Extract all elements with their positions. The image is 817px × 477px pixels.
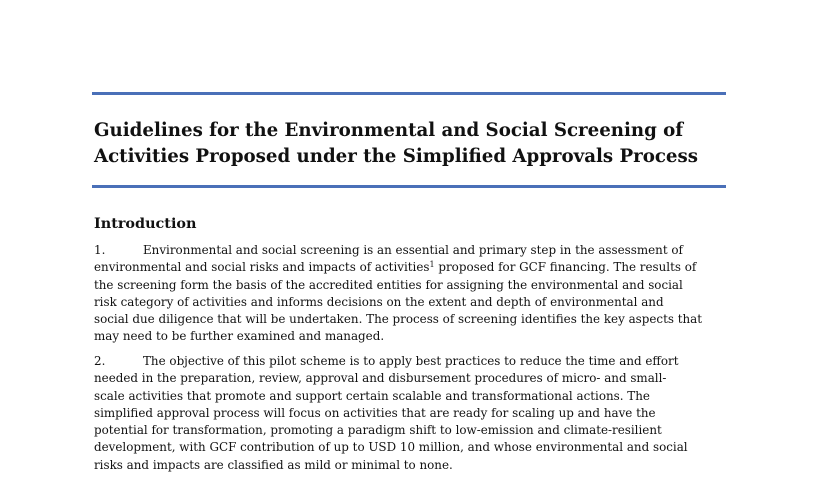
- paragraph-text: Environmental and social screening is an essential and primary step in the assessment of: [143, 243, 683, 257]
- paragraph-text: environmental and social risks and impacts of activities: [94, 260, 430, 275]
- section-heading: Introduction: [94, 215, 197, 232]
- paragraph-number: 2.: [94, 354, 106, 368]
- document-title: [94, 118, 724, 170]
- paragraph-line: the screening form the basis of the accredited entities for assigning the environmental and social: [94, 277, 683, 292]
- paragraph-line: scale activities that promote and support certain scalable and transformational actions. The: [94, 388, 650, 403]
- paragraph-line: needed in the preparation, review, approval and disbursement procedures of micro- and small-: [94, 371, 667, 386]
- paragraph-text: proposed for GCF financing. The results of: [434, 260, 697, 275]
- paragraph-line: risks and impacts are classified as mild or minimal to none.: [94, 457, 453, 472]
- footnote-reference[interactable]: 1: [429, 260, 435, 270]
- paragraph-number: 1.: [94, 243, 106, 257]
- paragraph-text: The objective of this pilot scheme is to apply best practices to reduce the time and effort: [143, 354, 679, 368]
- title-top-rule: [92, 92, 726, 95]
- document-title-line: Activities Proposed under the Simplified Approvals Process: [94, 146, 698, 167]
- paragraph-line: [94, 259, 734, 276]
- paragraph-line: may need to be further examined and managed.: [94, 329, 385, 344]
- paragraph-line: social due diligence that will be undertaken. The process of screening identifies the key aspects that: [94, 312, 703, 327]
- paragraph-line: simplified approval process will focus on activities that are ready for scaling up and have the: [94, 405, 656, 420]
- paragraph-1: [94, 242, 734, 346]
- paragraph-line: [94, 242, 734, 259]
- title-bottom-rule: [92, 185, 726, 188]
- paragraph-2: [94, 353, 734, 474]
- paragraph-line: potential for transformation, promoting a paradigm shift to low-emission and climate-resilient: [94, 423, 662, 438]
- paragraph-line: risk category of activities and informs decisions on the extent and depth of environmental and: [94, 294, 664, 309]
- paragraph-line: development, with GCF contribution of up to USD 10 million, and whose environmental and social: [94, 440, 688, 455]
- paragraph-line: [94, 353, 734, 370]
- document-title-line: Guidelines for the Environmental and Social Screening of: [94, 120, 684, 141]
